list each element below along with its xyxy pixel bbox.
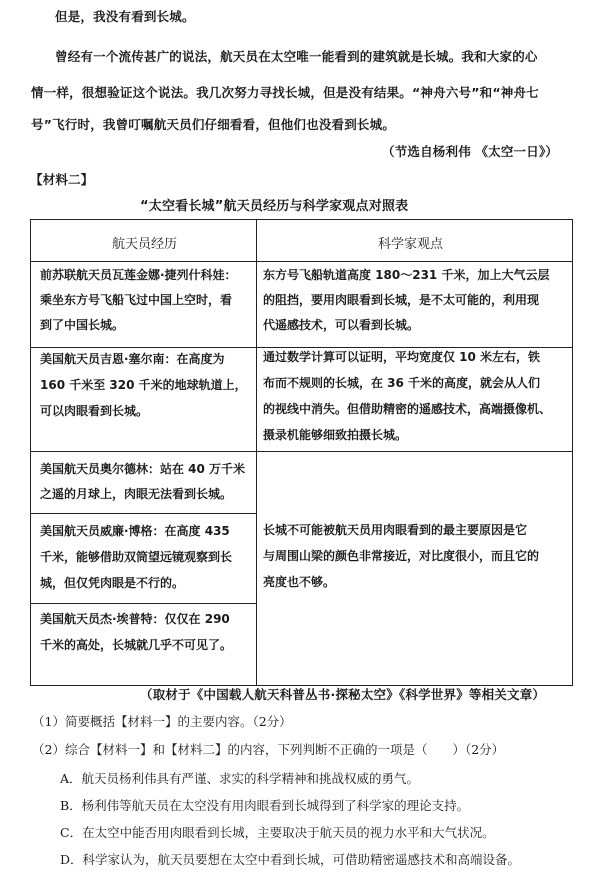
row-3-right-line-0: 长城不可能被航天员用肉眼看到的最主要原因是它: [263, 523, 528, 537]
row-2-left-line-1: 之遥的月球上，肉眼无法看到长城。: [40, 487, 233, 501]
row-3-left-line-0: 美国航天员威廉·博格：在高度 435: [40, 524, 230, 538]
row-4-left-line-0: 美国航天员杰·埃普特：仅仅在 290: [40, 612, 230, 626]
row-2-left-line-0: 美国航天员奥尔德林：站在 40 万千米: [40, 462, 246, 476]
row-0-left-line-0: 前苏联航天员瓦莲金娜·捷列什科娃：: [40, 268, 237, 282]
row-1-left-line-2: 可以肉眼看到长城。: [40, 404, 149, 418]
row-3-left-line-2: 城，但仅凭肉眼是不行的。: [40, 576, 185, 590]
row-1-left-line-1: 160 千米至 320 千米的地球轨道上，: [40, 378, 247, 392]
row-3-right-line-2: 亮度也不够。: [263, 575, 336, 589]
material2-label: 【材料二】: [30, 172, 94, 187]
option-d: D．科学家认为，航天员要想在太空中看到长城，可借助精密遥感技术和高端设备。: [60, 852, 521, 867]
table-title: “太空看长城”航天员经历与科学家观点对照表: [140, 199, 409, 214]
option-a: A．航天员杨利伟具有严谨、求实的科学精神和挑战权威的勇气。: [60, 771, 420, 786]
row-0-right-line-2: 代遥感技术，可以看到长城。: [263, 318, 420, 332]
row-4-left-line-1: 千米的高处，长城就几乎不可见了。: [40, 638, 233, 652]
col-header-left: 航天员经历: [112, 237, 178, 252]
row-3-right-line-1: 与周围山梁的颜色非常接近，对比度很小，而且它的: [263, 549, 540, 563]
row-1-right-line-1: 布而不规则的长城，在 36 千米的高度，就会从人们: [263, 376, 541, 390]
row-1-right-line-0: 通过数学计算可以证明，平均宽度仅 10 米左右，铁: [263, 350, 541, 364]
row-1-right-line-2: 的视线中消失。但借助精密的遥感技术，高端摄像机、: [263, 402, 552, 416]
option-c: C．在太空中能否用肉眼看到长城，主要取决于航天员的视力水平和大气状况。: [60, 825, 495, 840]
intro-line-2: 情一样，很想验证这个说法。我几次努力寻找长城，但是没有结果。“神舟六号”和“神舟七: [31, 85, 539, 100]
row-1-right-line-3: 摄录机能够细致拍摄长城。: [263, 428, 408, 442]
row-0-left-line-1: 乘坐东方号飞船飞过中国上空时，看: [40, 293, 233, 307]
intro-source: （节选自杨利伟 《太空一日》）: [382, 144, 559, 159]
material2-source: （取材于《中国载人航天科普丛书·探秘太空》《科学世界》等相关文章）: [140, 687, 546, 702]
question-2: （2）综合【材料一】和【材料二】的内容，下列判断不正确的一项是（ ）（2分）: [32, 742, 505, 757]
intro-line-0: 但是，我没有看到长城。: [55, 9, 195, 24]
intro-line-3: 号”飞行时，我曾叮嘱航天员们仔细看看，但他们也没看到长城。: [31, 117, 396, 132]
row-0-right-line-1: 的阻挡，要用肉眼看到长城，是不太可能的，利用现: [263, 293, 540, 307]
intro-line-1: 曾经有一个流传甚广的说法，航天员在太空唯一能看到的建筑就是长城。我和大家的心: [55, 49, 538, 64]
question-1: （1）简要概括【材料一】的主要内容。（2分）: [32, 714, 292, 729]
row-3-left-line-1: 千米，能够借助双筒望远镜观察到长: [40, 550, 233, 564]
option-b: B．杨利伟等航天员在太空没有用肉眼看到长城得到了科学家的理论支持。: [60, 798, 470, 813]
col-header-right: 科学家观点: [378, 237, 444, 252]
row-0-left-line-2: 到了中国长城。: [40, 318, 125, 332]
row-1-left-line-0: 美国航天员吉恩·塞尔南：在高度为: [40, 352, 225, 366]
row-0-right-line-0: 东方号飞船轨道高度 180～231 千米，加上大气云层: [263, 268, 550, 282]
